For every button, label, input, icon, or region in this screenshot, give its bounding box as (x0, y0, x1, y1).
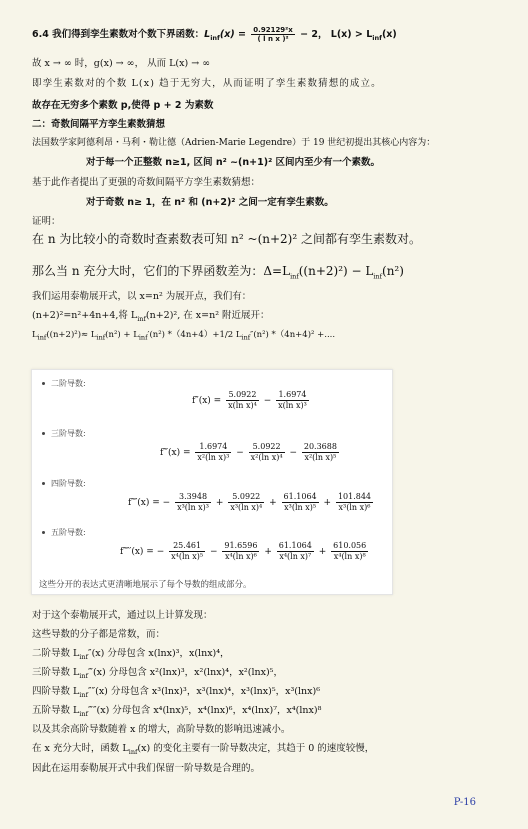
derivatives-figure (31, 369, 393, 595)
difference-statement: 那么当 n 充分大时，它们的下界函数差为：$\Delta=L_{inf}((n+2)^2) - L_{inf}(n^2)$ (32, 264, 404, 281)
first-derivative-dominance: 在 x 充分大时，函数 $L_{inf}(x)$ 的变化主要有一阶导数决定，其趋于 0 的速度较慢， (32, 743, 375, 756)
higher-order-statement: 以及其余高阶导数随着 x 的增大，高阶导数的影响迅速减小。 (32, 724, 291, 735)
taylor-intro: 我们运用泰勒展开式，以 x=n² 为展开点，我们有： (32, 291, 252, 302)
bullet-third-derivative: 三阶导数: (42, 428, 86, 439)
fifth-derivative-denominator: 五阶导数 $L_{inf}‴''(x)$ 分母包含 x⁴(lnx)⁵，x⁴(lnx)⁶，x⁴(lnx)⁷，x⁴(lnx)⁸ (32, 705, 322, 718)
conclusion-statement: 即孪生素数对的个数 L(x) 趋于无穷大，从而证明了孪生素数猜想的成立。 (32, 78, 382, 89)
limit-statement: 故 x → ∞ 时，g(x) → ∞， 从而 L(x) → ∞ (32, 58, 211, 69)
stronger-conjecture: 对于奇数 n≥ 1，在 n² 和 (n+2)² 之间一定有孪生素数。 (86, 197, 334, 208)
legendre-intro: 法国数学家阿德利昂・马利・勒让德（Adrien-Marie Legendre）于 19 世纪初提出其核心内容为： (32, 138, 436, 148)
fourth-derivative-denominator: 四阶导数 $L_{inf}''''(x)$ 分母包含 x³(lnx)³，x³(lnx)⁴，x³(lnx)⁵，x³(lnx)⁶ (32, 686, 321, 699)
figure-caption: 这些分开的表达式更清晰地展示了每个导数的组成部分。 (39, 580, 252, 590)
stronger-conjecture-intro: 基于此作者提出了更强的奇数间隔平方孪生素数猜想： (32, 177, 261, 188)
fifth-derivative-equation: f⁗′(x) = − $\frac{25.461}{\text{x⁴(ln x)⁵}}$ − $\frac{91.6596}{\text{x⁴(ln x)⁶}}$ + $\frac{61.1064}{\text{x⁴(ln x)⁷}}$ + $\frac{610.056}{\text{x⁴(ln x)⁸}}$ (120, 541, 367, 561)
page-number: P-16 (453, 797, 476, 808)
legendre-conjecture: 对于每一个正整数 n≥1, 区间 n² ~(n+1)² 区间内至少有一个素数。 (86, 157, 381, 168)
lower-bound-fraction: $\frac{\text{0.92129²x}}{\text{( l n x )²}}$ (253, 26, 293, 43)
infinite-primes-statement: 故存在无穷多个素数 p,使得 p + 2 为素数 (32, 100, 214, 111)
small-n-statement: 在 n 为比较小的奇数时查素数表可知 n² ~(n+2)² 之间都有孪生素数对。 (32, 232, 421, 246)
fourth-derivative-equation: f⁗(x) = − $\frac{3.3948}{\text{x³(ln x)³}}$ + $\frac{5.0922}{\text{x³(ln x)⁴}}$ + $\frac{61.1064}{\text{x³(ln x)⁵}}$ + $\frac{101.844}{\text{x³(ln x)⁶}}$ (128, 492, 372, 512)
bullet-fifth-derivative: 五阶导数: (42, 527, 86, 538)
taylor-conclusion: 因此在运用泰勒展开式中我们保留一阶导数是合理的。 (32, 763, 261, 774)
second-derivative-denominator: 二阶导数 $L_{inf}''(x)$ 分母包含 x(lnx)³，x(lnx)⁴， (32, 648, 230, 661)
bullet-second-derivative: 二阶导数: (42, 378, 86, 389)
bullet-fourth-derivative: 四阶导数: (42, 478, 86, 489)
lower-bound-function-line: 6.4 我们得到孪生素数对个数下界函数：$L_{inf}(x)$ = $\frac{\text{0.92129²x}}{\text{( l n x )²}}$ − 2， $L(x) > L_{inf}(x)$ (32, 26, 397, 43)
numerator-observation: 这些导数的分子都是常数，而： (32, 629, 166, 640)
taylor-expansion: $L_{inf}((n+2)^2)\approx L_{inf}(n^2) + L_{inf}'(n^2)$ *（4n+4）+1/2 $L_{inf}''(n^2)$ *（4n+4)² +.... (32, 330, 336, 342)
proof-label: 证明： (32, 216, 61, 227)
section-heading: 二：奇数间隔平方孪生素数猜想 (32, 119, 166, 130)
taylor-observation: 对于这个泰勒展开式，通过以上计算发现： (32, 610, 213, 621)
third-derivative-denominator: 三阶导数 $L_{inf}‴(x)$ 分母包含 x²(lnx)³，x²(lnx)⁴，x²(lnx)⁵， (32, 667, 283, 680)
expansion-point: (n+2)²=n²+4n+4,将 $L_{inf}(n+2)^2$, 在 x=n² 附近展开： (32, 310, 270, 323)
second-derivative-equation: f″(x) = $\frac{5.0922}{\text{x(ln x)⁴}}$ − $\frac{1.6974}{\text{x(ln x)³}}$ (192, 390, 307, 410)
third-derivative-equation: f‴(x) = $\frac{1.6974}{\text{x²(ln x)³}}$ − $\frac{5.0922}{\text{x²(ln x)⁴}}$ − $\frac{20.3688}{\text{x²(ln x)⁵}}$ (160, 442, 337, 462)
